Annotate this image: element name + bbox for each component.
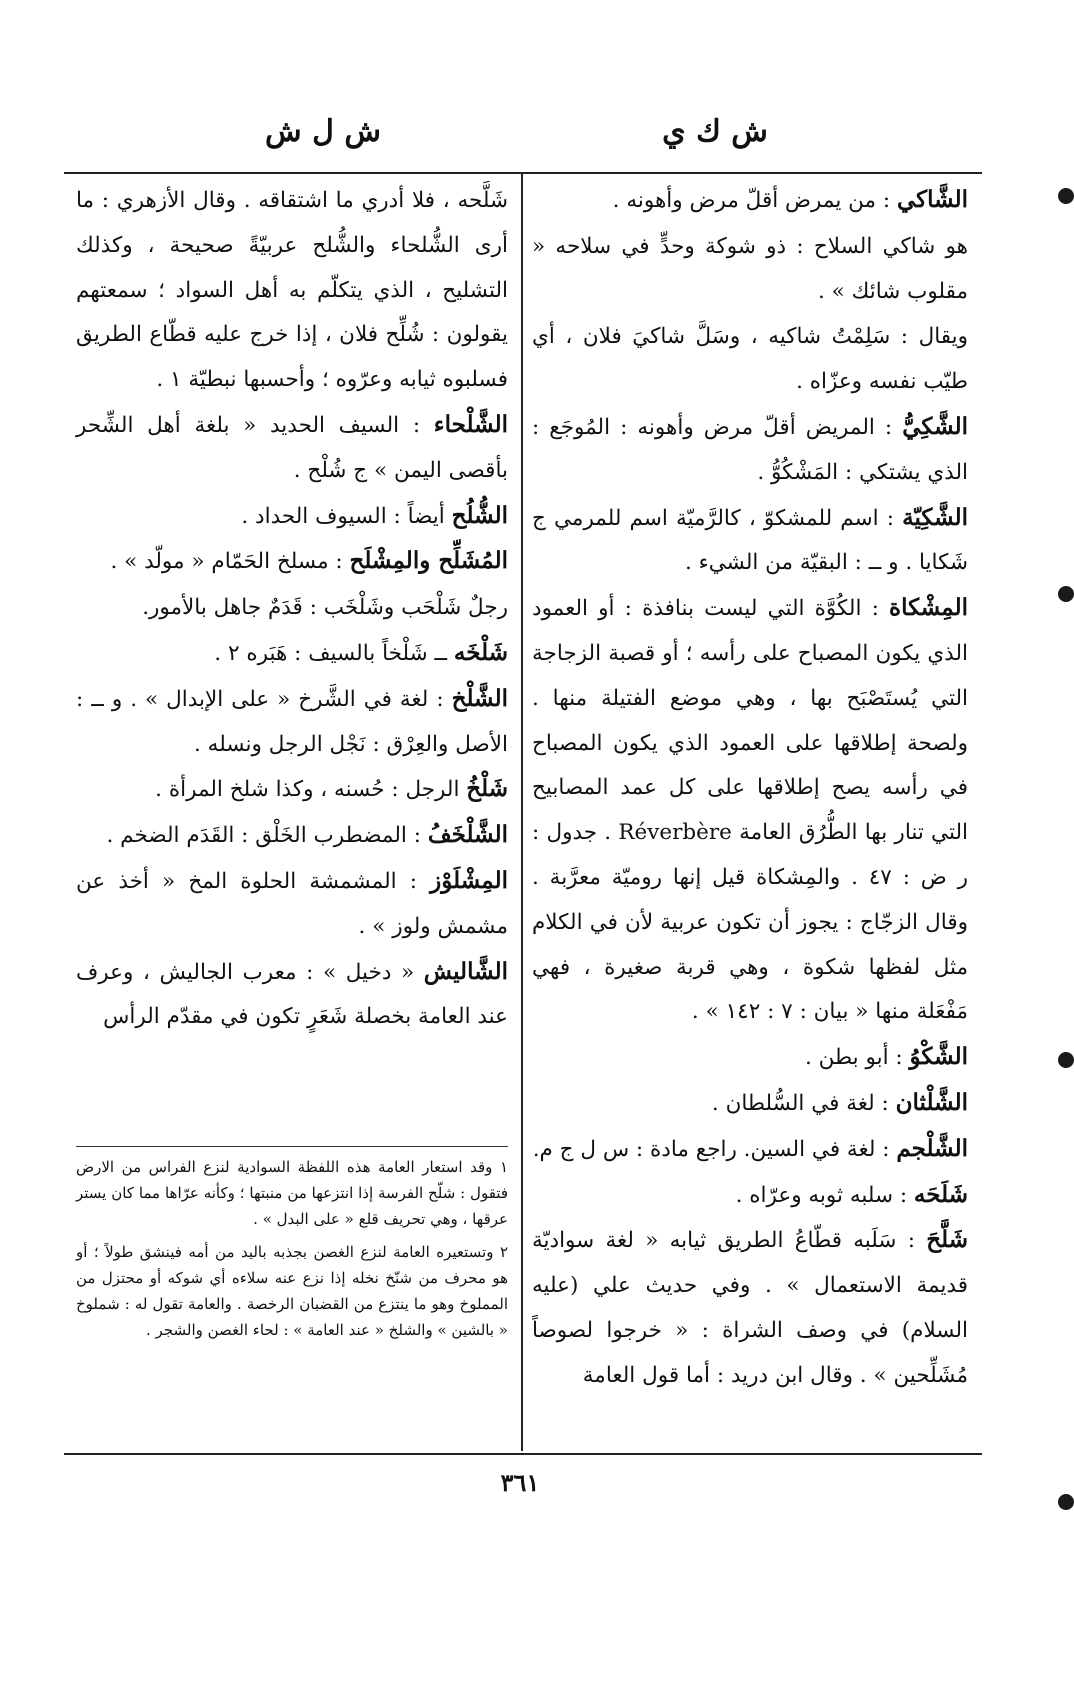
footnote-rule xyxy=(76,1146,508,1147)
entry xyxy=(76,494,508,540)
definition: : سلبه ثوبه وعرّاه . xyxy=(735,1182,908,1208)
headword: شَلْخَه xyxy=(453,638,508,666)
headword: الشَّاليش xyxy=(423,957,508,985)
definition: ويقال : سَلِمْتُ شاكيه ، وسَلَّ شاكيَ فلان ، أي طيّب نفسه وعزّاه . xyxy=(532,324,968,395)
entry xyxy=(76,950,508,1041)
header-rule xyxy=(64,172,982,174)
headword: الشَّلْحاء xyxy=(433,410,508,438)
entry xyxy=(76,403,508,494)
entry xyxy=(532,1127,968,1173)
definition: : اسم للمشكوّ ، كالرَّميّة اسم للمرمي ج شَكايا . و ــ : البقيّة من الشيء . xyxy=(532,505,968,576)
definition: : المضطرب الخَلْق : القَدَم الضخم . xyxy=(106,823,421,849)
headword: الشَّكِيُّ xyxy=(902,412,968,440)
entry xyxy=(76,585,508,631)
definition: : لغة في الشَّرخ « على الإبدال » . و ــ : الأصل والعِرْق : نَجْل الرجل ونسله . xyxy=(76,686,508,757)
entry xyxy=(76,178,508,403)
margin-mark xyxy=(1058,188,1074,204)
entry xyxy=(532,314,968,405)
entry xyxy=(76,767,508,813)
margin-mark xyxy=(1058,1494,1074,1510)
entry xyxy=(532,1081,968,1127)
definition: « دخيل » : معرب الجاليش ، وعرف عند العامة بخصلة شَعَرٍ تكون في مقدّم الرأس xyxy=(76,959,508,1030)
headword: المِشْكاة xyxy=(889,594,968,622)
definition: هو شاكي السلاح : ذو شوكة وحدٍّ في سلاحه « مقلوب شائك » . xyxy=(532,233,968,304)
headword: الشَّكِيّة xyxy=(902,503,968,531)
footnote: ٢ وتستعيره العامة لنزع الغصن بجذبه باليد من أمه فينشق طولاً ؛ أو هو محرف من شنّخ نخله إذا نزع عنه سلاءه أي شوكه أو محتزل من المملوخ وهو ما ينتزع من القضبان الرخصة . والعامة تقول له : شملوخ « بالشين » والشلخ « عند العامة » : لحاء الغصن والشجر . xyxy=(76,1242,508,1340)
definition: : سَلَبه قطّاعُ الطريق ثيابه « لغة سواديّة قديمة الاستعمال » . وفي حديث علي (عليه السلام) في وصف الشراة : « خرجوا لصوصاً مُشَلِّحين » . وقال ابن دريد : أما قول العامة xyxy=(532,1228,968,1388)
entry xyxy=(76,631,508,677)
definition: : أبو بطن . xyxy=(805,1045,903,1071)
definition: : لغة في السين. راجع مادة : س ل ج م. xyxy=(532,1136,890,1162)
definition: الرجل : حُسنه ، وكذا شلخ المرأة . xyxy=(155,777,460,803)
entry xyxy=(532,496,968,587)
definition: : المريض أقلّ مرض وأهونه : المُوجَع : الذي يشتكي : المَشْكُوُّ . xyxy=(532,414,968,485)
entry xyxy=(532,178,968,224)
headword: الشَّكْوُ xyxy=(909,1043,968,1071)
margin-mark xyxy=(1058,586,1074,602)
entry xyxy=(76,813,508,859)
entry xyxy=(76,859,508,950)
running-header-left: ش ل ش xyxy=(265,114,381,149)
definition: أيضاً : السيوف الحداد . xyxy=(241,503,445,529)
entry xyxy=(76,539,508,585)
headword: شَلَّحَ xyxy=(926,1226,968,1254)
column-divider xyxy=(521,174,523,1451)
footer-rule xyxy=(64,1453,982,1455)
entry xyxy=(532,224,968,315)
definition: شَلَّحه ، فلا أدري ما اشتقاقه . وقال الأزهري : ما أرى الشُّلحاء والشُّلح عربيّةً صحيحة ، وكذلك التشليح ، الذي يتكلّم به أهل السواد ؛ سمعتهم يقولون : شُلِّح فلان ، إذا خرج عليه قطّاع الطريق فسلبوه ثيابه وعرّوه ؛ وأحسبها نبطيّة ١ . xyxy=(76,188,508,393)
headword: المُشَلِّح والمِشْلَح xyxy=(349,547,508,575)
definition: ــ شَلْخاً بالسيف : هَبَره ٢ . xyxy=(214,640,448,666)
definition: : السيف الحديد « بلغة أهل الشِّحر بأقصى اليمن » ج شُلْح . xyxy=(76,412,508,483)
definition: : المشمشة الحلوة المخ « أخذ عن مشمش ولوز » . xyxy=(76,868,508,939)
definition: : من يمرض أقلّ مرض وأهونه . xyxy=(612,188,891,213)
headword: الشَّاكي xyxy=(896,186,968,213)
definition: : لغة في السُّلطان . xyxy=(711,1090,889,1116)
headword: الشُّلُح xyxy=(451,501,508,529)
headword: شَلْخُ xyxy=(466,775,508,803)
entry xyxy=(532,1173,968,1219)
headword: الشَّلْخ xyxy=(451,684,508,712)
headword: الشَّلْخَفُ xyxy=(427,821,508,849)
headword: المِشْلَوْز xyxy=(430,866,508,894)
running-header-right: ش ك ي xyxy=(662,114,768,149)
entry xyxy=(532,405,968,496)
right-column xyxy=(532,178,968,1399)
headword: الشَّلْثان xyxy=(895,1088,968,1116)
entry xyxy=(532,586,968,1035)
footnote: ١ وقد استعار العامة هذه اللفظة السوادية لنزع الفراس من الارض فتقول : شلّح الفرسة إذا انتزعها من منبتها ؛ وكأنه عرّاها مما كان يستر عرقها ، وهي تحريف قلع « على البدل » . xyxy=(76,1158,508,1229)
margin-mark xyxy=(1058,1052,1074,1068)
headword: الشَّلْجم xyxy=(896,1134,968,1162)
headword: شَلَحَه xyxy=(913,1180,968,1208)
entry xyxy=(76,677,508,768)
left-column xyxy=(76,178,508,1040)
definition: : مسلخ الحَمّام « مولّد » . xyxy=(110,549,343,575)
entry xyxy=(532,1218,968,1398)
definition: : الكُوَّة التي ليست بنافذة : أو العمود الذي يكون المصباح على رأسه ؛ أو قصبة الزجاجة التي يُستَصْبَح بها ، وهي موضع الفتيلة منها . ولصحة إطلاقها على العمود الذي يكون المصباح في رأسه يصح إطلاقها على كل عمد المصابيح التي تنار بها الطُّرُق العامة Réverbère . جدول : ر ض : ٤٧ . والمِشكاة قيل إنها روميّة معرَّبة . وقال الزجّاج : يجوز أن تكون عربية لأن في الكلام مثل لفظها شكوة ، وهي قربة صغيرة ، فهي مَفْعَلة منها « بيان : ٧ : ١٤٢ » . xyxy=(532,596,968,1025)
footnotes xyxy=(76,1154,508,1349)
page-number: ٣٦١ xyxy=(500,1468,540,1497)
entry xyxy=(532,1035,968,1081)
definition: رجلٌ شَلْحَب وشَلْخَب : قَدَمٌ جاهل بالأمور. xyxy=(142,595,508,621)
